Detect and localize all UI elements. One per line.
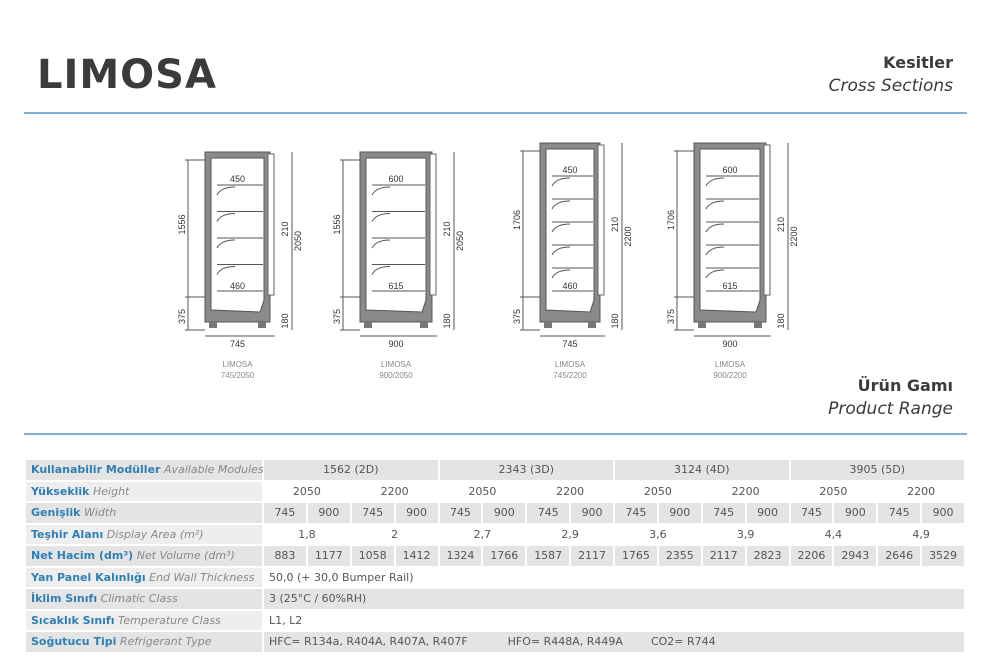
label-tr: Soğutucu Tipi	[31, 635, 117, 649]
foot	[588, 322, 596, 328]
table-cell: 3 (25°C / 60%RH)	[263, 588, 965, 610]
table-cell: 2823	[746, 545, 790, 567]
row-label	[25, 459, 263, 481]
width-label: 900	[388, 339, 404, 349]
table-cell	[263, 631, 965, 653]
table-cell: 1765	[614, 545, 658, 567]
table-cell: 50,0 (+ 30,0 Bumper Rail)	[263, 567, 965, 589]
shelf-top-depth-label: 600	[388, 174, 404, 184]
model-size: 745/2050	[220, 371, 255, 380]
model-name: LIMOSA	[554, 360, 586, 369]
width-label: 745	[562, 339, 578, 349]
row-label	[25, 631, 263, 653]
label-en: Climatic Class	[100, 592, 178, 606]
climatic-row	[25, 588, 965, 610]
foot	[364, 322, 372, 328]
cabinet-drawing	[177, 152, 303, 380]
table-cell: 2200	[877, 481, 965, 503]
product-range-heading	[828, 376, 953, 419]
temperature-row	[25, 610, 965, 632]
table-cell: 1177	[307, 545, 351, 567]
width-row	[25, 502, 965, 524]
glass-door	[430, 154, 436, 295]
glass-door	[598, 145, 604, 295]
lower-height-label: 375	[512, 308, 522, 325]
glass-door	[268, 154, 274, 295]
table-cell: 900	[746, 502, 790, 524]
label-en: Temperature Class	[118, 613, 221, 627]
foot	[754, 322, 762, 328]
total-height-label: 2200	[789, 226, 799, 247]
table-cell: 2117	[570, 545, 614, 567]
foot	[698, 322, 706, 328]
divider	[24, 433, 967, 435]
model-name: LIMOSA	[222, 360, 253, 369]
foot-height-label: 180	[280, 313, 290, 329]
table-cell: 745	[439, 502, 483, 524]
table-cell: 2050	[263, 481, 351, 503]
table-cell: 2117	[702, 545, 746, 567]
gap-label: 210	[280, 221, 290, 237]
model-size: 900/2050	[379, 371, 413, 380]
width-label: 745	[229, 339, 246, 349]
label-tr: Sıcaklık Sınıfı	[31, 613, 115, 627]
table-cell: 4,9	[877, 524, 965, 546]
label-tr: Genişlik	[31, 506, 81, 520]
table-cell: 2,9	[526, 524, 614, 546]
label-tr: Yükseklik	[31, 484, 90, 498]
foot	[544, 322, 552, 328]
table-cell: 2200	[702, 481, 790, 503]
net-volume-row	[25, 545, 965, 567]
shelf-top-depth-label: 450	[562, 165, 578, 175]
table-cell: 900	[482, 502, 526, 524]
table-cell: 2200	[526, 481, 614, 503]
table-cell: 2646	[877, 545, 921, 567]
table-cell: 745	[614, 502, 658, 524]
foot-height-label: 180	[776, 313, 786, 329]
shelf-bottom-depth-label: 460	[229, 281, 246, 291]
refrigerant-group: HFO= R448A, R449A	[507, 635, 623, 649]
shelf-bottom-depth-label: 615	[722, 281, 738, 291]
table-cell: 1587	[526, 545, 570, 567]
gap-label: 210	[610, 216, 620, 233]
row-label	[25, 567, 263, 589]
product-range-table	[24, 458, 966, 654]
table-cell: 2200	[351, 481, 439, 503]
table-cell: 883	[263, 545, 307, 567]
shelf-bottom-depth-label: 615	[388, 281, 404, 291]
cabinet-drawing	[666, 143, 799, 380]
table-cell: 2355	[658, 545, 702, 567]
gap-label: 210	[776, 216, 786, 233]
modules-row	[25, 459, 965, 481]
cross-sections-heading	[829, 53, 953, 96]
label-en: End Wall Thickness	[149, 570, 255, 584]
cabinet-drawing	[512, 143, 633, 380]
model-size: 745/2200	[553, 371, 587, 380]
table-cell: 745	[526, 502, 570, 524]
table-cell: 2,7	[439, 524, 527, 546]
table-cell: 2343 (3D)	[439, 459, 615, 481]
label-tr: Teşhir Alanı	[31, 527, 104, 541]
table-cell: 1058	[351, 545, 395, 567]
foot	[209, 322, 217, 328]
table-cell: 1766	[482, 545, 526, 567]
upper-height-label: 1556	[177, 214, 187, 235]
table-cell: 900	[395, 502, 439, 524]
lower-height-label: 375	[177, 308, 187, 325]
label-tr: Net Hacim (dm³)	[31, 549, 134, 563]
glass-door	[764, 145, 770, 295]
table-cell: 900	[658, 502, 702, 524]
table-cell: 2943	[833, 545, 877, 567]
table-cell: 3124 (4D)	[614, 459, 790, 481]
table-cell: L1, L2	[263, 610, 965, 632]
lower-height-label: 375	[332, 308, 342, 325]
shelf-top-depth-label: 450	[229, 174, 246, 184]
row-label	[25, 502, 263, 524]
table-cell: 4,4	[790, 524, 878, 546]
refrigerant-group: CO2= R744	[650, 635, 716, 649]
table-cell: 745	[790, 502, 834, 524]
foot	[420, 322, 428, 328]
table-cell: 2050	[790, 481, 878, 503]
cross-sections-tr: Kesitler	[883, 53, 953, 72]
total-height-label: 2050	[455, 230, 465, 252]
shelf-top-depth-label: 600	[722, 165, 738, 175]
table-cell: 3,9	[702, 524, 790, 546]
gap-label: 210	[442, 221, 452, 237]
table-cell: 2206	[790, 545, 834, 567]
shelf-bottom-depth-label: 460	[562, 281, 578, 291]
display-area-row	[25, 524, 965, 546]
end-wall-row	[25, 567, 965, 589]
row-label	[25, 481, 263, 503]
table-cell: 1,8	[263, 524, 351, 546]
table-cell: 2	[351, 524, 439, 546]
table-cell: 900	[307, 502, 351, 524]
label-en: Display Area (m²)	[106, 527, 204, 541]
table-cell: 900	[833, 502, 877, 524]
cross-sections-en: Cross Sections	[828, 76, 953, 96]
total-height-label: 2200	[623, 226, 633, 247]
row-label	[25, 610, 263, 632]
table-cell: 745	[351, 502, 395, 524]
foot-height-label: 180	[610, 313, 620, 329]
cross-section-drawings	[0, 120, 1000, 390]
label-en: Net Volume (dm³)	[136, 549, 235, 563]
row-label	[25, 588, 263, 610]
upper-height-label: 1706	[512, 209, 522, 231]
model-name: LIMOSA	[380, 360, 412, 369]
table-cell: 3529	[921, 545, 965, 567]
row-label	[25, 545, 263, 567]
refrigerant-group: HFC= R134a, R404A, R407A, R407F	[269, 635, 468, 649]
upper-height-label: 1706	[666, 209, 676, 231]
label-en: Refrigerant Type	[119, 635, 212, 649]
lower-height-label: 375	[666, 308, 676, 325]
table-cell: 3,6	[614, 524, 702, 546]
cabinet-drawing	[332, 152, 465, 380]
table-cell: 900	[570, 502, 614, 524]
refrigerant-row	[25, 631, 965, 653]
label-en: Width	[84, 506, 117, 520]
table-cell: 745	[877, 502, 921, 524]
product-range-en: Product Range	[828, 399, 953, 419]
table-cell: 3905 (5D)	[790, 459, 966, 481]
page-title: LIMOSA	[37, 52, 217, 98]
height-row	[25, 481, 965, 503]
label-tr: Yan Panel Kalınlığı	[31, 570, 146, 584]
table-cell: 2050	[614, 481, 702, 503]
table-cell: 900	[921, 502, 965, 524]
upper-height-label: 1556	[332, 214, 342, 235]
label-en: Height	[93, 484, 130, 498]
label-tr: Kullanabilir Modüller	[31, 463, 161, 477]
foot	[258, 322, 266, 328]
product-range-tr: Ürün Gamı	[857, 376, 953, 395]
label-en: Available Modules	[163, 463, 264, 477]
table-cell: 745	[263, 502, 307, 524]
model-name: LIMOSA	[714, 360, 746, 369]
divider	[24, 112, 967, 114]
label-tr: İklim Sınıfı	[31, 592, 98, 606]
model-size: 900/2200	[713, 371, 747, 380]
table-cell: 2050	[439, 481, 527, 503]
foot-height-label: 180	[442, 313, 452, 329]
table-cell: 745	[702, 502, 746, 524]
table-cell: 1324	[439, 545, 483, 567]
table-cell: 1412	[395, 545, 439, 567]
total-height-label: 2050	[293, 230, 303, 252]
row-label	[25, 524, 263, 546]
table-cell: 1562 (2D)	[263, 459, 439, 481]
width-label: 900	[722, 339, 738, 349]
